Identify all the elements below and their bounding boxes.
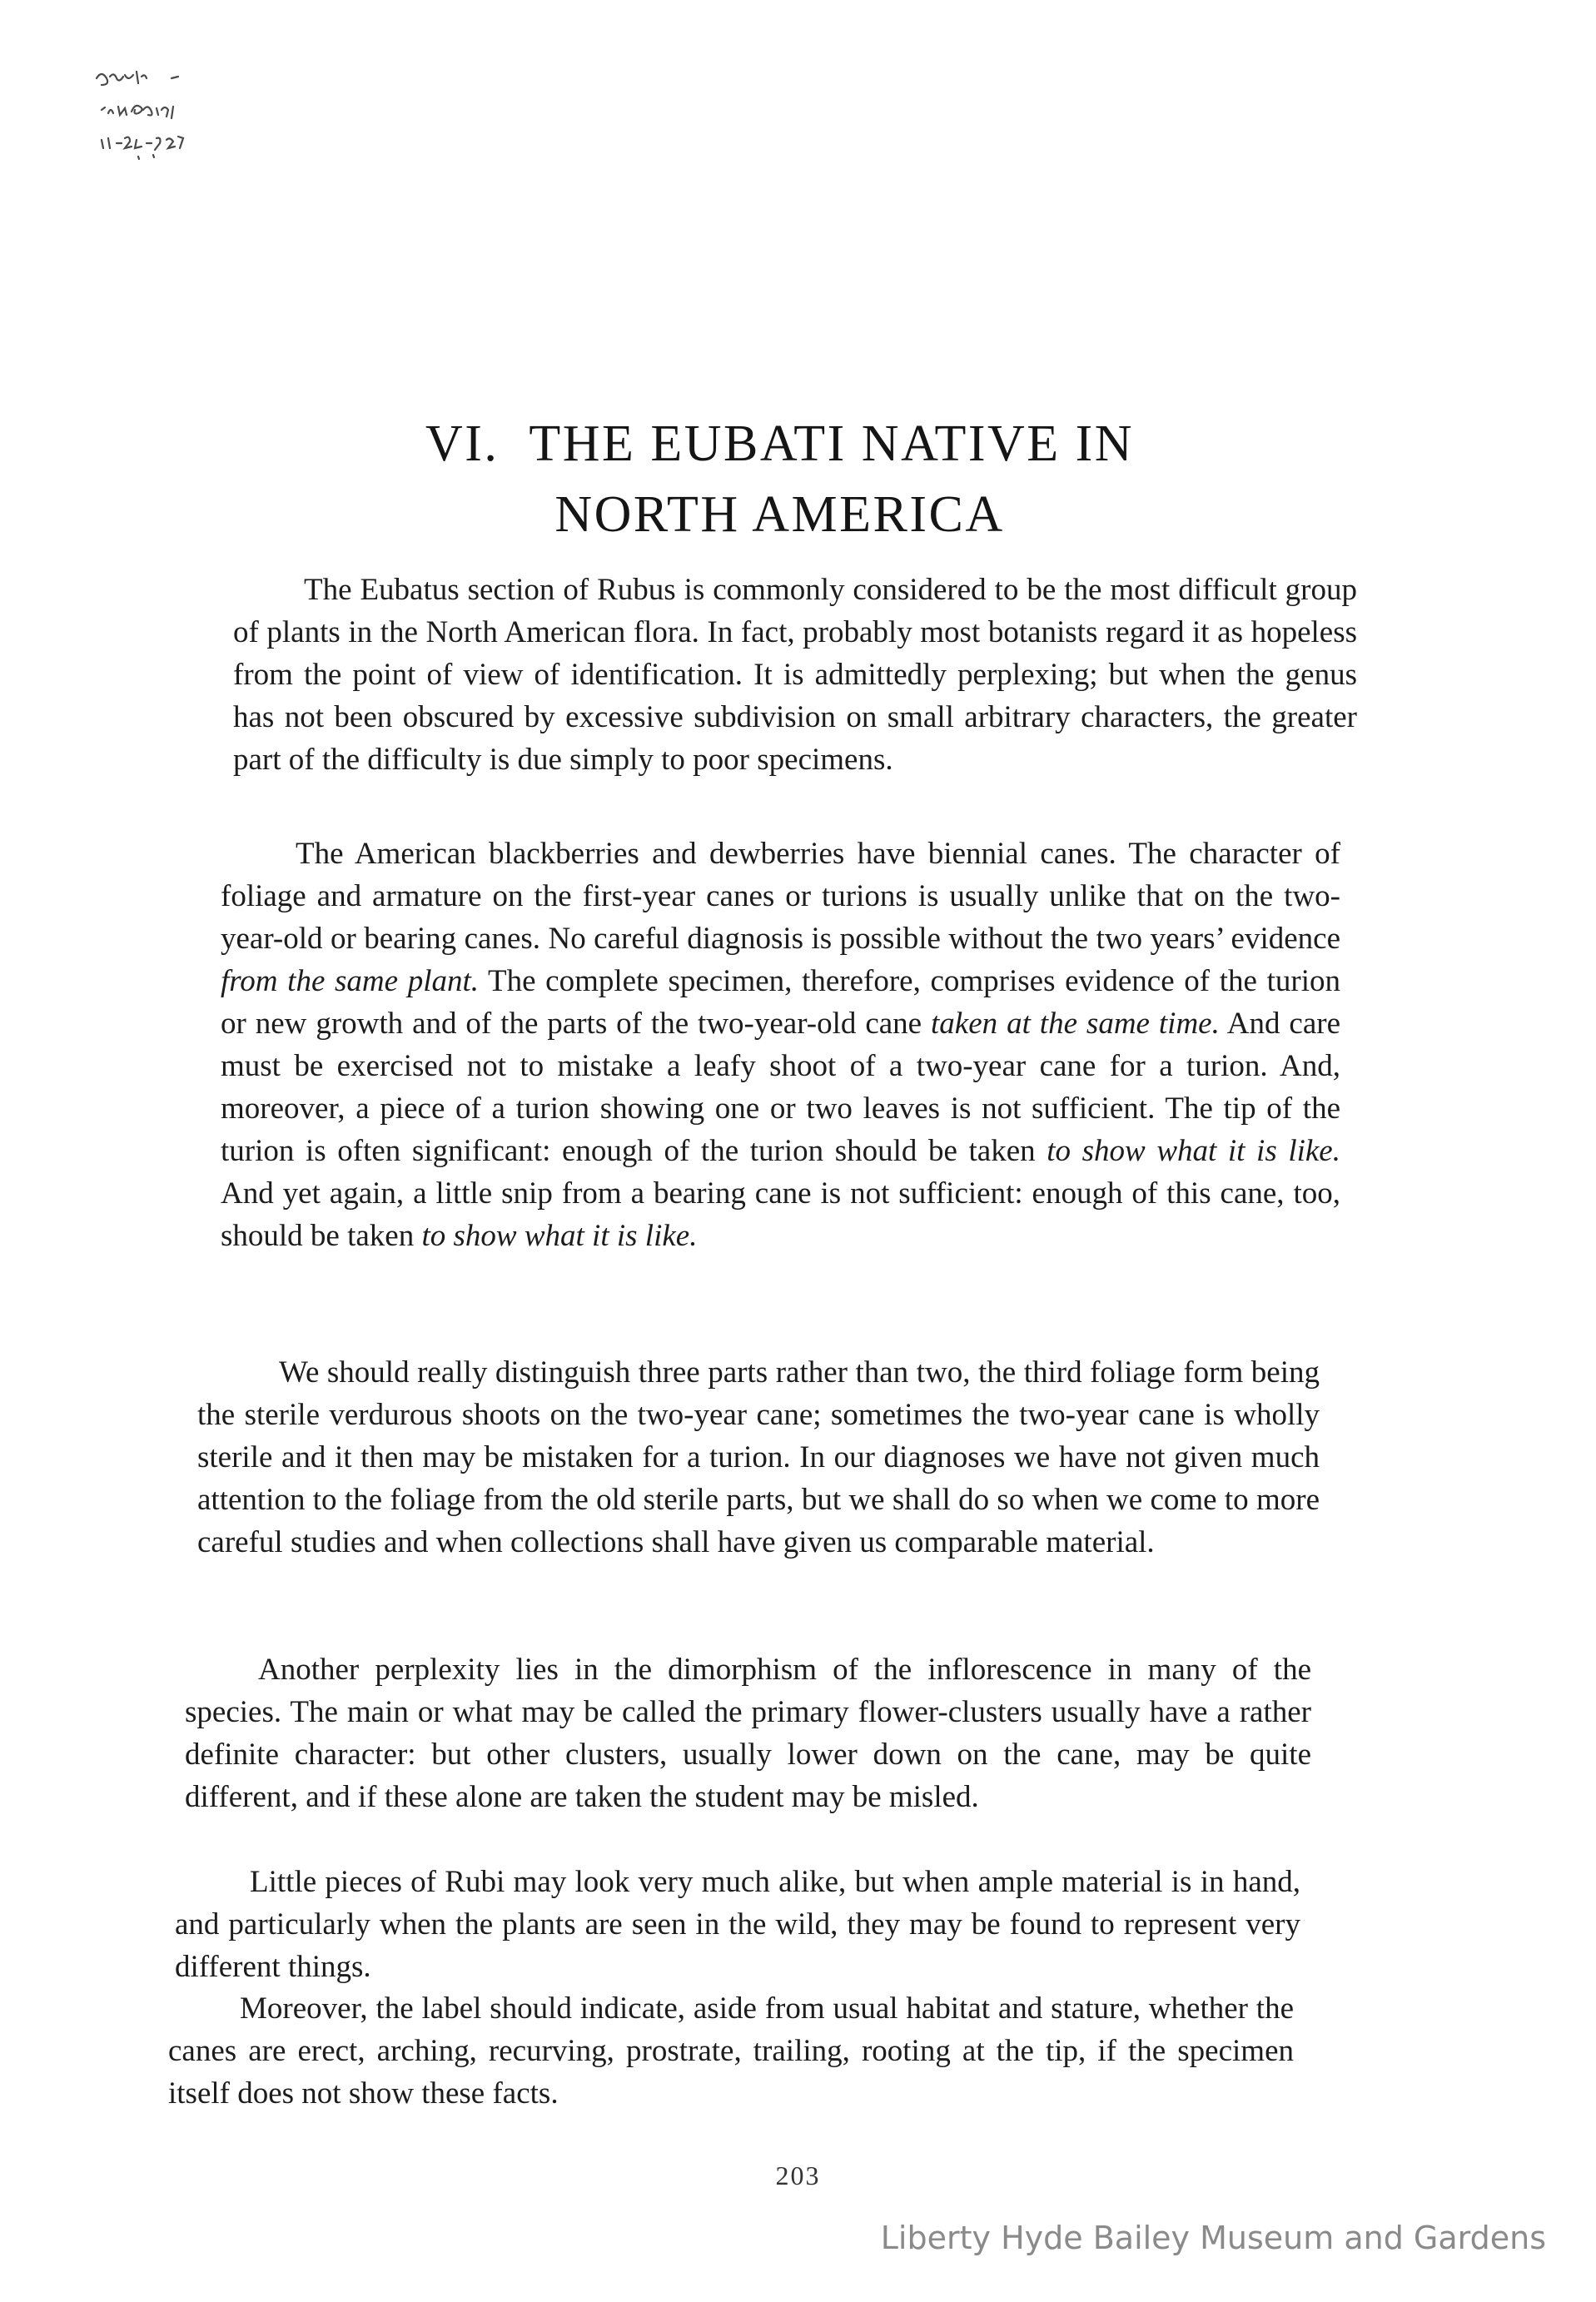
- paragraph-2-italic-2: taken at the same time.: [931, 1007, 1220, 1041]
- paragraph-2-part-c: The complete specimen, therefore, comprises evidence of the turion or new growth and of the parts of the two-year-old cane: [221, 964, 1340, 1041]
- paragraph-3: We should really distinguish three parts rather than two, the third foliage form being the sterile verdurous shoots on the two-year cane; sometimes the two-year cane is wholly sterile and it then may be mistaken for a turion. In our diagnoses we have not given much attention to the foliage from the old sterile parts, but we shall do so when we come to more careful studies and when collections shall have given us comparable material.: [197, 1355, 1320, 1559]
- chapter-title-text-1: THE EUBATI NATIVE IN: [529, 415, 1135, 472]
- paragraph-2-part-e: And care must be exercised not to mistake a leafy shoot of a two-year cane for a turion. And, moreover, a piece of a turion showing one or two leaves is not sufficient. The tip of the turion is often significant: enough of the turion should be taken: [221, 1007, 1340, 1168]
- paragraph-2-italic-3: to show what it is like.: [1047, 1134, 1340, 1168]
- chapter-number: VI.: [425, 415, 500, 472]
- chapter-title-line-2: NORTH AMERICA: [554, 486, 1005, 543]
- paragraph-6: Moreover, the label should indicate, aside from usual habitat and stature, whether the canes are erect, arching, recurving, prostrate, trailing, rooting at the tip, if the specimen itself does not show these facts.: [168, 1991, 1294, 2111]
- handwritten-note: [90, 60, 256, 168]
- paragraph-2-italic-4: to show what it is like.: [421, 1219, 698, 1253]
- page-number: 203: [775, 2160, 821, 2190]
- chapter-title-line-1: [0, 411, 1578, 476]
- watermark-text: Liberty Hyde Bailey Museum and Gardens: [880, 2220, 1546, 2256]
- paragraph-2-part-g: And yet again, a little snip from a bearing cane is not sufficient: enough of this cane, too, should be taken: [221, 1176, 1340, 1253]
- handwritten-signature-image: [90, 60, 256, 168]
- paragraph-2-italic-1: from the same plant.: [221, 964, 480, 998]
- paragraph-4: Another perplexity lies in the dimorphism of the inflorescence in many of the species. The main or what may be called the primary flower-clusters usually have a rather definite character: but other clusters, usually lower down on the cane, may be quite different, and if these alone are taken the student may be misled.: [185, 1653, 1311, 1814]
- paragraph-2-part-a: The American blackberries and dewberries have biennial canes. The character of foliage and armature on the first-year canes or turions is usually unlike that on the two-year-old or bearing canes. No careful diagnosis is possible without the two years’ evidence: [221, 837, 1340, 956]
- paragraph-2: [221, 833, 1340, 1257]
- paragraph-5: Little pieces of Rubi may look very much alike, but when ample material is in hand, and particularly when the plants are seen in the wild, they may be found to represent very different things.: [175, 1865, 1300, 1984]
- paragraph-1: The Eubatus section of Rubus is commonly considered to be the most difficult group of plants in the North American flora. In fact, probably most botanists regard it as hopeless from the point of view of identification. It is admittedly perplexing; but when the genus has not been obscured by excessive subdivision on small arbitrary characters, the greater part of the difficulty is due simply to poor specimens.: [233, 573, 1357, 777]
